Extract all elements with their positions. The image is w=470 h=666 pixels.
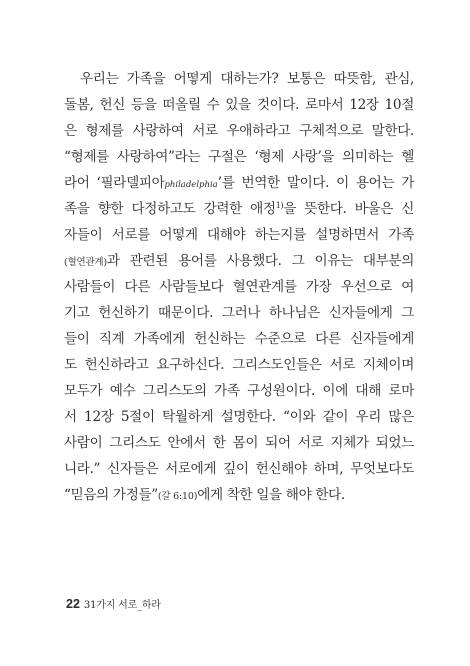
- text-line: 돌봄, 헌신 등을 떠올릴 수 있을 것이다. 로마서 12장 10절: [64, 97, 414, 113]
- text-line: 들이 직계 가족에게 헌신하는 수준으로 다른 신자들에게: [64, 331, 414, 347]
- text-segment: “믿음의 가정들”: [64, 487, 158, 503]
- text-line: 모두가 예수 그리스도의 가족 구성원이다. 이에 대해 로마: [64, 383, 414, 399]
- text-line: “형제를 사랑하여”라는 구절은 ‘형제 사랑’을 의미하는 헬: [64, 149, 414, 165]
- page-footer: [66, 596, 161, 614]
- text-line: [64, 248, 414, 274]
- text-line: 은 형제를 사랑하여 서로 우애하라고 구체적으로 말한다.: [64, 123, 414, 139]
- running-head: 31가지 서로_하라: [83, 600, 161, 611]
- footnote-marker: 1): [275, 201, 284, 210]
- text-line: [64, 482, 414, 508]
- text-line: 서 12장 5절이 탁월하게 설명한다. “이와 같이 우리 많은: [64, 409, 414, 425]
- text-line: 자들이 서로를 어떻게 대해야 하는지를 설명하면서 가족: [64, 227, 414, 243]
- text-segment: 족을 향한 다정하고도 강력한 애정: [64, 201, 276, 217]
- text-segment: 과 관련된 용어를 사용했다. 그 이유는 대부분의: [106, 253, 414, 269]
- text-line: 니라.” 신자들은 서로에게 깊이 헌신해야 하며, 무엇보다도: [64, 461, 414, 477]
- text-segment: 에게 착한 일을 해야 한다.: [197, 487, 345, 503]
- scripture-reference: (갈 6:10): [157, 491, 198, 502]
- page-number: 22: [66, 597, 80, 611]
- body-paragraph: [64, 66, 414, 508]
- text-line: 기고 헌신하기 때문이다. 그러나 하나님은 신자들에게 그: [64, 305, 414, 321]
- text-line: 우리는 가족을 어떻게 대하는가? 보통은 따뜻함, 관심,: [80, 71, 414, 87]
- text-segment: ’를 번역한 말이다. 이 용어는 가: [217, 175, 414, 191]
- text-segment: 라어 ‘필라델피아: [64, 175, 165, 191]
- greek-term: philadelphia: [164, 180, 218, 190]
- text-line: 사람들이 다른 사람들보다 혈연관계를 가장 우선으로 여: [64, 279, 414, 295]
- text-line: [64, 170, 414, 196]
- text-segment: 을 뜻한다. 바울은 신: [283, 201, 415, 217]
- text-line: [64, 196, 414, 222]
- text-line: 사람이 그리스도 안에서 한 몸이 되어 서로 지체가 되었느: [64, 435, 414, 451]
- text-line: 도 헌신하라고 요구하신다. 그리스도인들은 서로 지체이며: [64, 357, 414, 373]
- parenthetical-note: (혈연관계): [64, 257, 107, 268]
